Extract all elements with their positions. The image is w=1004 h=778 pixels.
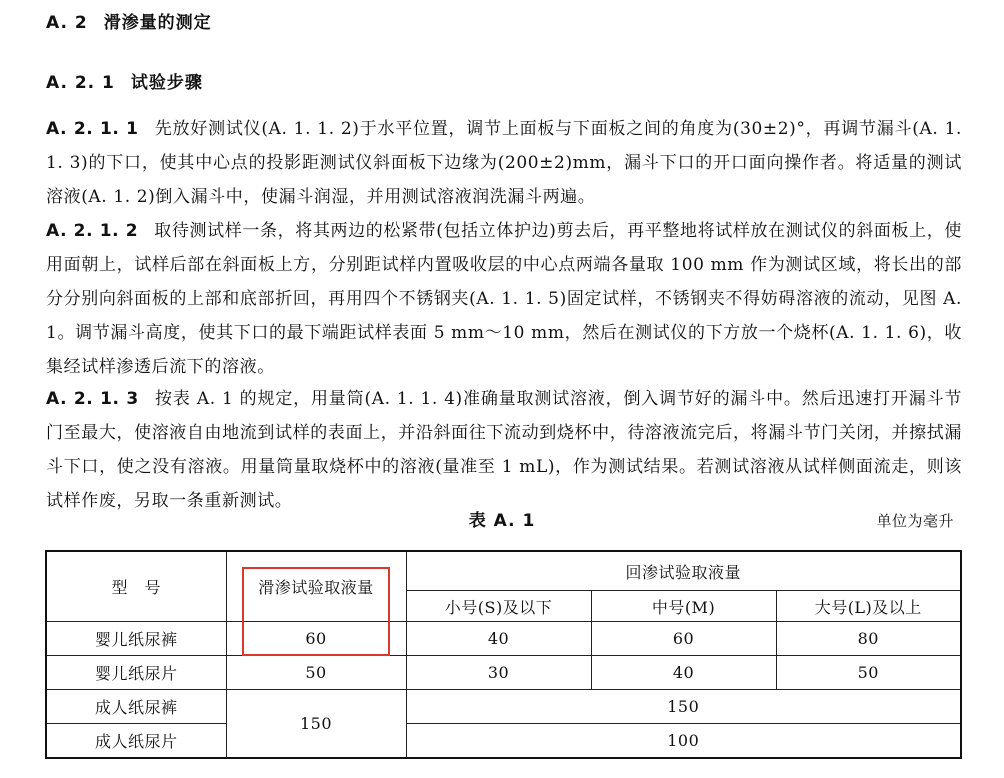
section-heading (46, 8, 212, 33)
row-type: 婴儿纸尿裤 (46, 622, 226, 656)
row-rewet-all: 100 (406, 724, 961, 759)
row-medium: 40 (591, 656, 776, 690)
row-large: 80 (776, 622, 961, 656)
row-medium: 60 (591, 622, 776, 656)
paragraph-a212 (46, 214, 962, 384)
paragraph-text: 按表 A. 1 的规定，用量筒(A. 1. 1. 4)准确量取测试溶液，倒入调节好的漏斗中。然后迅速打开漏斗节门至最大，使溶液自由地流到试样的表面上，并沿斜面往下流动到烧杯中，待溶液流完后，将漏斗节门关闭，并擦拭漏斗下口，使之没有溶液。用量筒量取烧杯中的溶液(量准至 1 mL)，作为测试结果。若测试溶液从试样侧面流走，则该试样作废，另取一条重新测试。 (46, 389, 962, 511)
row-type: 成人纸尿裤 (46, 690, 226, 724)
section-number: A. 2 (46, 13, 88, 33)
subsection-number: A. 2. 1 (46, 73, 115, 93)
header-size-small: 小号(S)及以下 (406, 591, 591, 622)
liquid-volume-table (45, 550, 962, 759)
adult-slide-volume: 150 (226, 690, 406, 759)
header-slide-volume: 滑渗试验取液量 (226, 551, 406, 622)
row-type: 婴儿纸尿片 (46, 656, 226, 690)
table-row (46, 656, 961, 690)
table-row (46, 724, 961, 759)
row-slide: 60 (226, 622, 406, 656)
paragraph-number: A. 2. 1. 3 (46, 389, 139, 409)
row-small: 30 (406, 656, 591, 690)
row-small: 40 (406, 622, 591, 656)
paragraph-number: A. 2. 1. 2 (46, 221, 139, 241)
table-row (46, 690, 961, 724)
table-unit-note: 单位为毫升 (876, 512, 954, 530)
table-caption: 表 A. 1 (468, 511, 536, 531)
paragraph-a213 (46, 382, 962, 518)
header-size-large: 大号(L)及以上 (776, 591, 961, 622)
row-slide: 50 (226, 656, 406, 690)
paragraph-number: A. 2. 1. 1 (46, 119, 139, 139)
header-size-medium: 中号(M) (591, 591, 776, 622)
paragraph-a211 (46, 112, 962, 214)
paragraph-text: 先放好测试仪(A. 1. 1. 2)于水平位置，调节上面板与下面板之间的角度为(30±2)°，再调节漏斗(A. 1. 1. 3)的下口，使其中心点的投影距测试仪斜面板下边缘为(200±2)mm，漏斗下口的开口面向操作者。将适量的测试溶液(A. 1. 2)倒入漏斗中，使漏斗润湿，并用测试溶液润洗漏斗两遍。 (46, 119, 963, 207)
subsection-heading (46, 68, 203, 93)
subsection-title: 试验步骤 (130, 73, 203, 93)
header-type: 型 号 (46, 551, 226, 622)
row-rewet-all: 150 (406, 690, 961, 724)
row-large: 50 (776, 656, 961, 690)
row-type: 成人纸尿片 (46, 724, 226, 759)
header-rewet-volume: 回渗试验取液量 (406, 551, 961, 591)
paragraph-text: 取待测试样一条，将其两边的松紧带(包括立体护边)剪去后，再平整地将试样放在测试仪的斜面板上，使用面朝上，试样后部在斜面板上方，分别距试样内置吸收层的中心点两端各量取 100 mm 作为测试区域，将长出的部分分别向斜面板的上部和底部折回，再用四个不锈钢夹(A. 1. 1. 5)固定试样，不锈钢夹不得妨碍溶液的流动，见图 A. 1。调节漏斗高度，使其下口的最下端距试样表面 5 mm～10 mm，然后在测试仪的下方放一个烧杯(A. 1. 1. 6)，收集经试样渗透后流下的溶液。 (46, 221, 963, 377)
table-row (46, 622, 961, 656)
section-title: 滑渗量的测定 (103, 13, 212, 33)
